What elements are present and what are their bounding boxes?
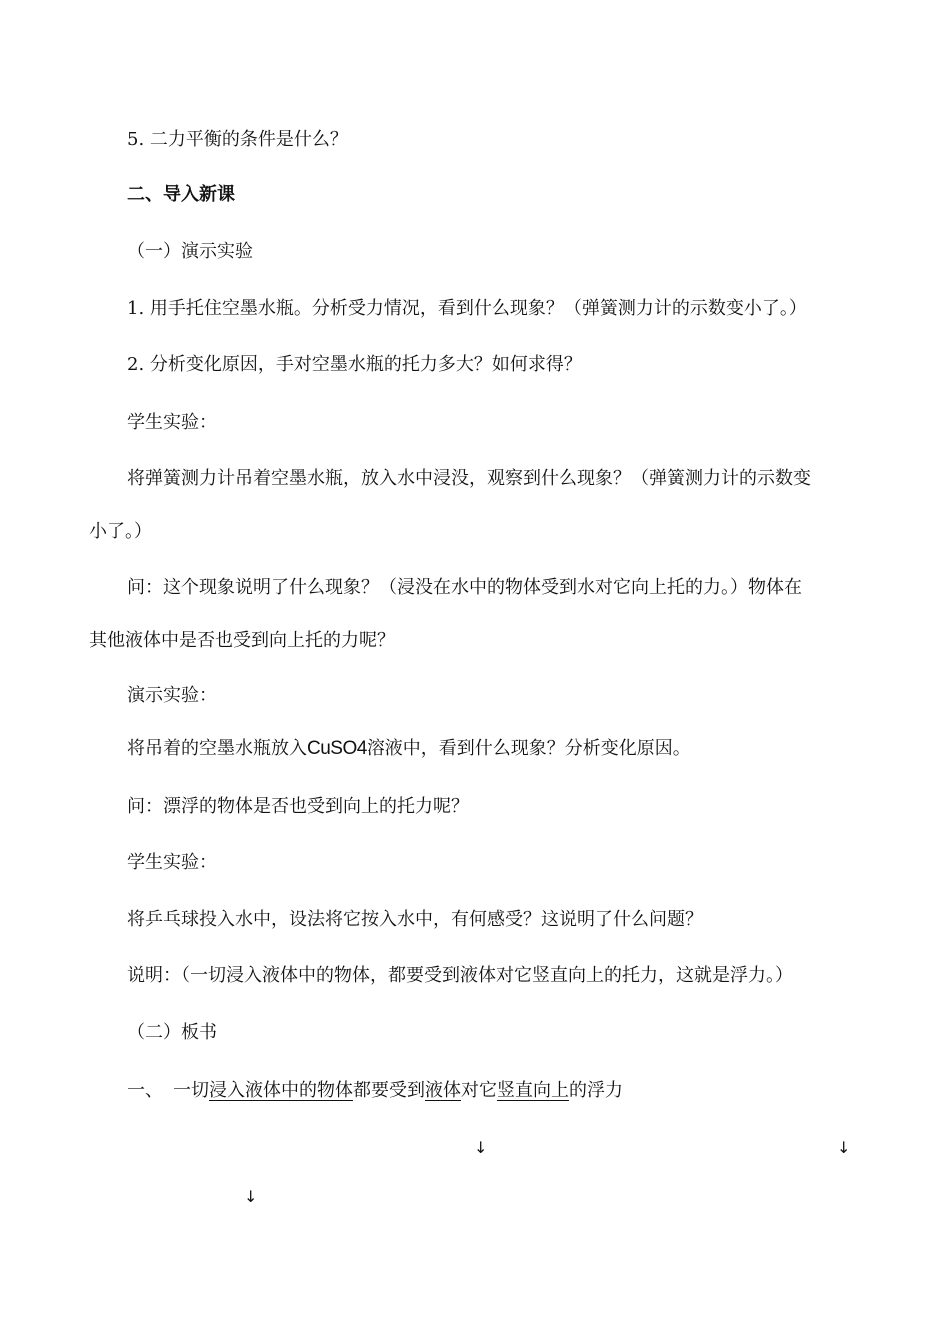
paragraph-2-line-1: 问：这个现象说明了什么现象？（浸没在水中的物体受到水对它向上托的力。）物体在	[127, 577, 802, 598]
student-experiment-label: 学生实验：	[127, 412, 217, 433]
demo-experiment-label: 演示实验：	[127, 685, 217, 706]
paragraph-3-text-before: 将吊着的空墨水瓶放入	[127, 738, 307, 759]
paragraph-3	[127, 737, 691, 761]
blackboard-text-3: 对它	[461, 1080, 497, 1101]
demo-item-1: 1. 用手托住空墨水瓶。分析受力情况，看到什么现象？（弹簧测力计的示数变小了。）	[127, 298, 807, 319]
section-heading-intro: 二、导入新课	[127, 184, 235, 205]
subheading-blackboard: （二）板书	[127, 1022, 217, 1043]
paragraph-2-line-2: 其他液体中是否也受到向上托的力呢？	[89, 630, 395, 651]
demo-item-2: 2. 分析变化原因，手对空墨水瓶的托力多大？如何求得？	[127, 354, 582, 375]
blackboard-text-4: 的浮力	[569, 1080, 623, 1101]
paragraph-6: 说明：（一切浸入液体中的物体，都要受到液体对它竖直向上的托力，这就是浮力。）	[127, 965, 793, 986]
paragraph-1-line-1: 将弹簧测力计吊着空墨水瓶，放入水中浸没，观察到什么现象？（弹簧测力计的示数变	[127, 468, 811, 489]
student-experiment-label-2: 学生实验：	[127, 852, 217, 873]
down-arrow-icon: ↓	[244, 1187, 258, 1206]
blackboard-text-2: 都要受到	[353, 1080, 425, 1101]
underlined-direction: 竖直向上	[497, 1080, 569, 1101]
chemical-formula: CuSO4	[307, 738, 367, 759]
down-arrow-icon: ↓	[837, 1138, 851, 1157]
underlined-object: 浸入液体中的物体	[209, 1080, 353, 1101]
down-arrow-icon: ↓	[474, 1138, 488, 1157]
blackboard-statement	[127, 1079, 623, 1103]
question-5: 5. 二力平衡的条件是什么？	[127, 129, 348, 150]
paragraph-1-line-2: 小了。）	[89, 521, 152, 542]
blackboard-text-1: 一切	[173, 1080, 209, 1101]
paragraph-3-text-after: 溶液中，看到什么现象？分析变化原因。	[366, 738, 691, 759]
paragraph-5: 将乒乓球投入水中，设法将它按入水中，有何感受？这说明了什么问题？	[127, 909, 703, 930]
blackboard-number: 一、	[127, 1080, 163, 1101]
paragraph-4: 问：漂浮的物体是否也受到向上的托力呢？	[127, 796, 469, 817]
underlined-liquid: 液体	[425, 1080, 461, 1101]
subheading-demo: （一）演示实验	[127, 241, 253, 262]
